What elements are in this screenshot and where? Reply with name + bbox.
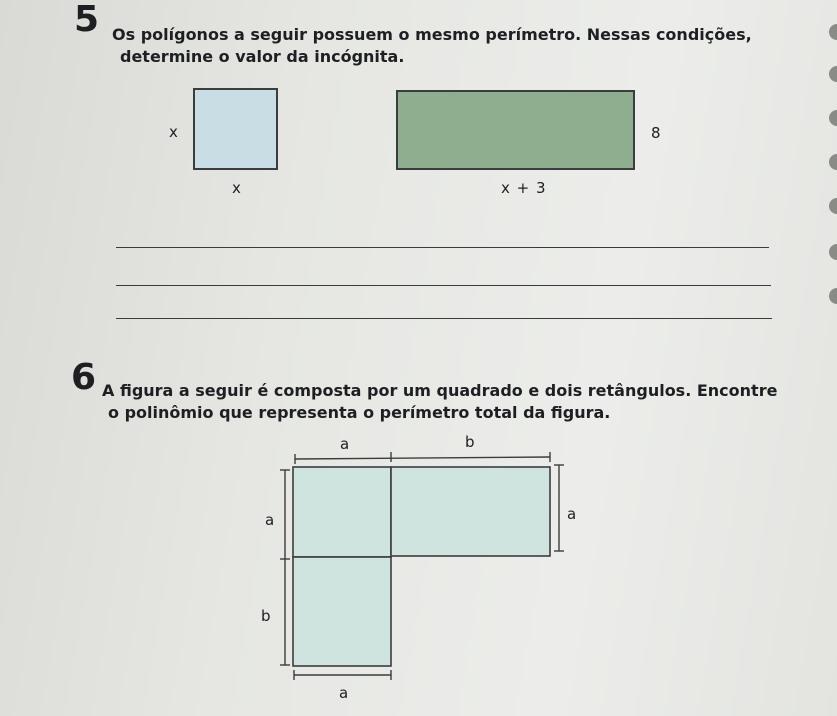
right-rectangle [391,467,550,556]
question-6-text-line1: A figura a seguir é composta por um quadrado e dois retângulos. Encontre [102,381,778,400]
label-top-a: a [340,435,350,453]
question-5-text-line1: Os polígonos a seguir possuem o mesmo perímetro. Nessas condições, [112,25,752,44]
square-side-label: x [169,123,178,141]
rectangle-height-label: 8 [651,124,661,142]
rectangle-width-label: x + 3 [501,179,547,197]
label-bottom-a: a [339,684,349,702]
question-6-number: 6 [71,357,97,398]
question-5-number: 5 [74,0,100,40]
question-6-text-line2: o polinômio que representa o perímetro total da figura. [108,403,611,422]
label-left-b: b [261,607,271,625]
label-top-b: b [465,433,475,451]
label-left-a: a [265,511,275,529]
bottom-rectangle [293,557,391,666]
question-5-text-line2: determine o valor da incógnita. [120,47,405,66]
top-square [293,467,391,557]
top-dimension-line [295,457,550,459]
square-bottom-label: x [232,179,241,197]
label-right-a: a [567,505,577,523]
